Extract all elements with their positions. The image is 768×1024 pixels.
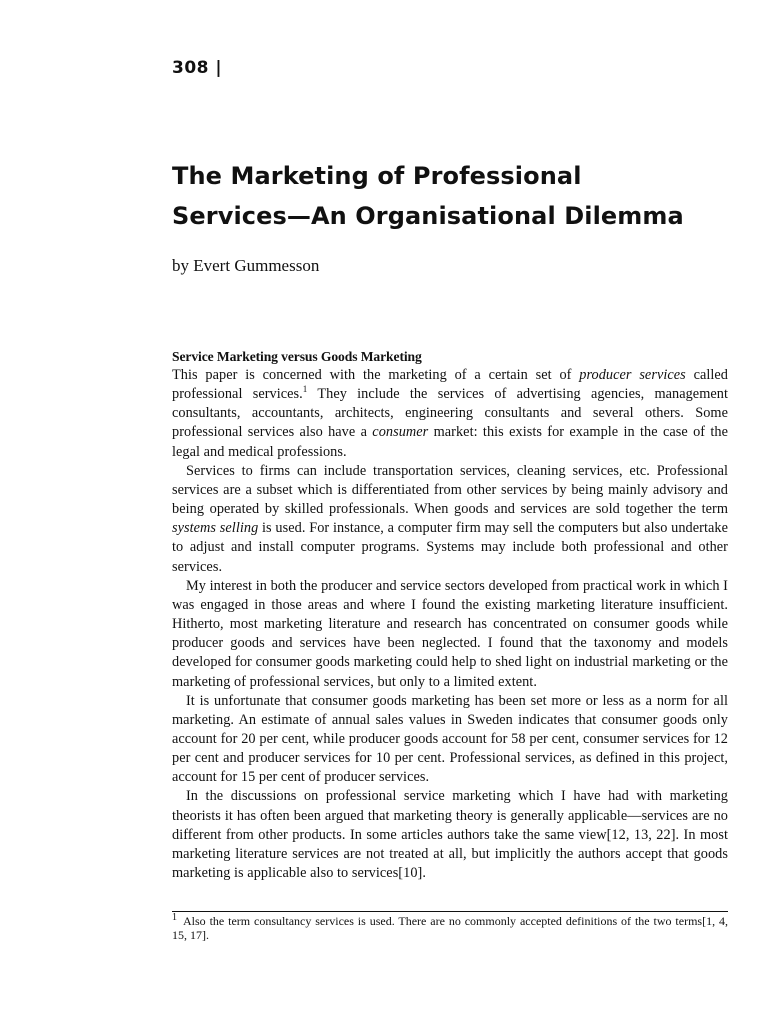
text-run: It is unfortunate that consumer goods marketing has been set more or less as a norm for all marketing. An estimate of annual sales values in Sweden indicates that consumer goods only account for 20 per cent, while producer goods account for 58 per cent, consumer services for 12 per cent and producer services for 10 per cent. Professional services, as defined in this project, account for 15 per cent of producer services. xyxy=(172,692,728,786)
footnote-mark: 1 xyxy=(172,912,177,923)
footnote-ref: 1 xyxy=(302,384,308,395)
title-line: The Marketing of Professional xyxy=(172,162,582,190)
text-run: called professional services. xyxy=(172,367,729,403)
article-body xyxy=(172,347,728,883)
paragraph xyxy=(172,787,728,883)
paragraphs xyxy=(172,366,728,883)
paragraph xyxy=(172,577,728,692)
text-run: is used. For instance, a computer firm may sell the computers but also undertake to adjust and install computer programs. Systems may include both professional and other services. xyxy=(172,520,728,575)
footnote-text: Also the term consultancy services is used. There are no commonly accepted definitions of the two terms[1, 4, 15, 17]. xyxy=(172,914,728,942)
paragraph xyxy=(172,462,728,577)
text-run: My interest in both the producer and service sectors developed from practical work in which I was engaged in those areas and where I found the existing marketing literature insufficient. Hitherto, most marketing literature and research has concentrated on consumer goods while producer goods and services have been neglected. I found that the taxonomy and models developed for consumer goods marketing could help to shed light on industrial marketing or the marketing of professional services, but only to a limited extent. xyxy=(172,577,728,690)
article-title xyxy=(172,156,732,236)
emphasis: producer services xyxy=(579,367,686,383)
page-number: 308 | xyxy=(172,58,223,78)
footnote-divider xyxy=(172,911,728,912)
text-run: This paper is concerned with the marketing of a certain set of xyxy=(172,367,580,383)
text-run: Services to firms can include transportation services, cleaning services, etc. Professional services are a subset which is differentiated from other services by being mainly advisory and being operated by skilled professionals. When goods and services are sold together the term xyxy=(172,462,728,518)
emphasis: systems selling xyxy=(172,520,259,537)
text-run: market: this exists for example in the case of the legal and medical professions. xyxy=(172,424,729,460)
paragraph xyxy=(172,366,728,462)
text-run: In the discussions on professional service marketing which I have had with marketing theorists it has often been argued that marketing theory is generally applicable—services are no different from other products. In some articles authors take the same view[12, 13, 22]. In most marketing literature services are not treated at all, but implicitly the authors accept that goods marketing is applicable also to services[10]. xyxy=(172,788,728,882)
footnote xyxy=(172,914,728,942)
text-run: They include the services of advertising agencies, management consultants, accountants, architects, engineering consultants and several others. Some professional services also have a xyxy=(172,386,728,441)
section-heading: Service Marketing versus Goods Marketing xyxy=(172,349,422,364)
emphasis: consumer xyxy=(372,424,429,441)
author-byline: by Evert Gummesson xyxy=(172,256,320,275)
paragraph xyxy=(172,692,728,788)
title-line: Services—An Organisational Dilemma xyxy=(172,202,684,230)
